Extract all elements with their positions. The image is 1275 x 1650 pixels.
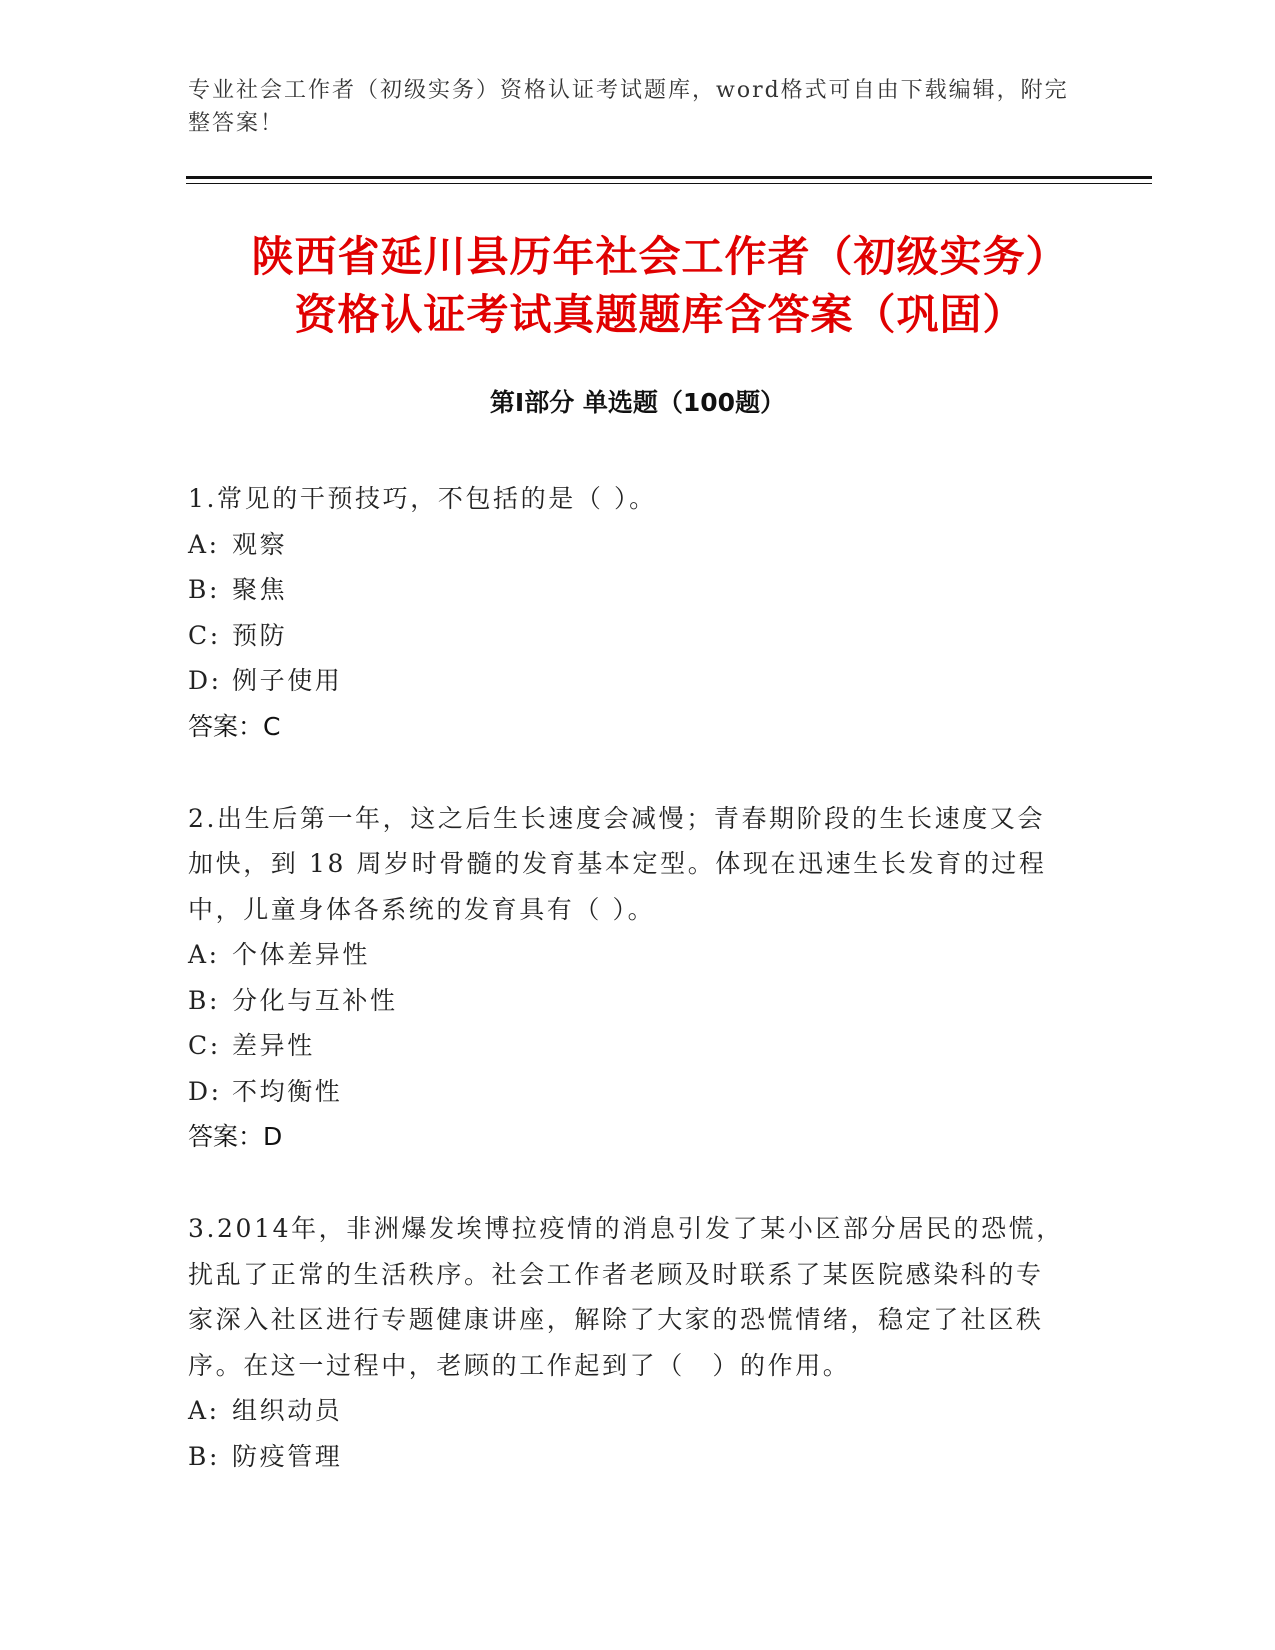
option-text: 差异性 [232, 1031, 315, 1060]
document-title-line-2: 资格认证考试真题题库含答案（巩固） [294, 290, 1026, 339]
option-text: 观察 [232, 529, 288, 559]
option-b [188, 567, 1068, 613]
option-text: 聚焦 [232, 575, 288, 604]
question-stem: 2.出生后第一年，这之后生长速度会减慢；青春期阶段的生长速度又会加快，到 18 周岁时骨髓的发育基本定型。体现在迅速生长发育的过程中，儿童身体各系统的发育具有（ ）。 [188, 803, 1047, 924]
document-title [160, 228, 1160, 344]
option-list [188, 1388, 1068, 1479]
document-title-line-1: 陕西省延川县历年社会工作者（初级实务） [251, 232, 1069, 281]
option-a [188, 932, 1068, 978]
option-key: D: [188, 666, 222, 695]
option-text: 例子使用 [232, 666, 343, 695]
option-key: A: [188, 1396, 220, 1425]
option-d [188, 1069, 1068, 1115]
section-title: 第Ⅰ部分 单选题（100题） [489, 388, 786, 417]
header-rule-thick [186, 176, 1152, 179]
question-3 [188, 1206, 1068, 1479]
answer-line: 答案：D [188, 1122, 283, 1151]
question-1 [188, 476, 1068, 750]
option-a [188, 1388, 1068, 1434]
option-text: 不均衡性 [232, 1076, 343, 1106]
option-d [188, 658, 1068, 704]
option-key: C: [188, 620, 221, 650]
question-stem: 3.2014年，非洲爆发埃博拉疫情的消息引发了某小区部分居民的恐慌，扰乱了正常的生活秩序。社会工作者老顾及时联系了某医院感染科的专家深入社区进行专题健康讲座，解除了大家的恐慌情绪，稳定了社区秩序。在这一过程中，老顾的工作起到了（ ）的作用。 [188, 1214, 1064, 1380]
option-list [188, 522, 1068, 704]
option-key: D: [188, 1076, 222, 1106]
option-key: C: [188, 1031, 221, 1060]
header-note: 专业社会工作者（初级实务）资格认证考试题库，word格式可自由下载编辑，附完整答案！ [188, 78, 1069, 136]
option-b [188, 1434, 1068, 1480]
option-a [188, 522, 1068, 568]
option-key: B: [188, 575, 220, 604]
option-text: 预防 [232, 620, 288, 650]
option-key: B: [188, 985, 220, 1015]
option-c [188, 613, 1068, 659]
option-text: 防疫管理 [232, 1441, 343, 1471]
option-key: A: [188, 940, 220, 969]
option-text: 个体差异性 [232, 940, 371, 969]
option-text: 组织动员 [232, 1396, 343, 1425]
answer-line: 答案：C [188, 711, 281, 741]
option-b [188, 978, 1068, 1024]
question-list [188, 476, 1068, 1525]
header-rule-thin [186, 183, 1152, 184]
option-key: B: [188, 1441, 220, 1471]
question-2 [188, 796, 1068, 1161]
question-stem: 1.常见的干预技巧，不包括的是（ ）。 [188, 484, 657, 513]
option-text: 分化与互补性 [232, 985, 398, 1015]
option-list [188, 932, 1068, 1114]
option-key: A: [188, 529, 220, 559]
option-c [188, 1023, 1068, 1069]
